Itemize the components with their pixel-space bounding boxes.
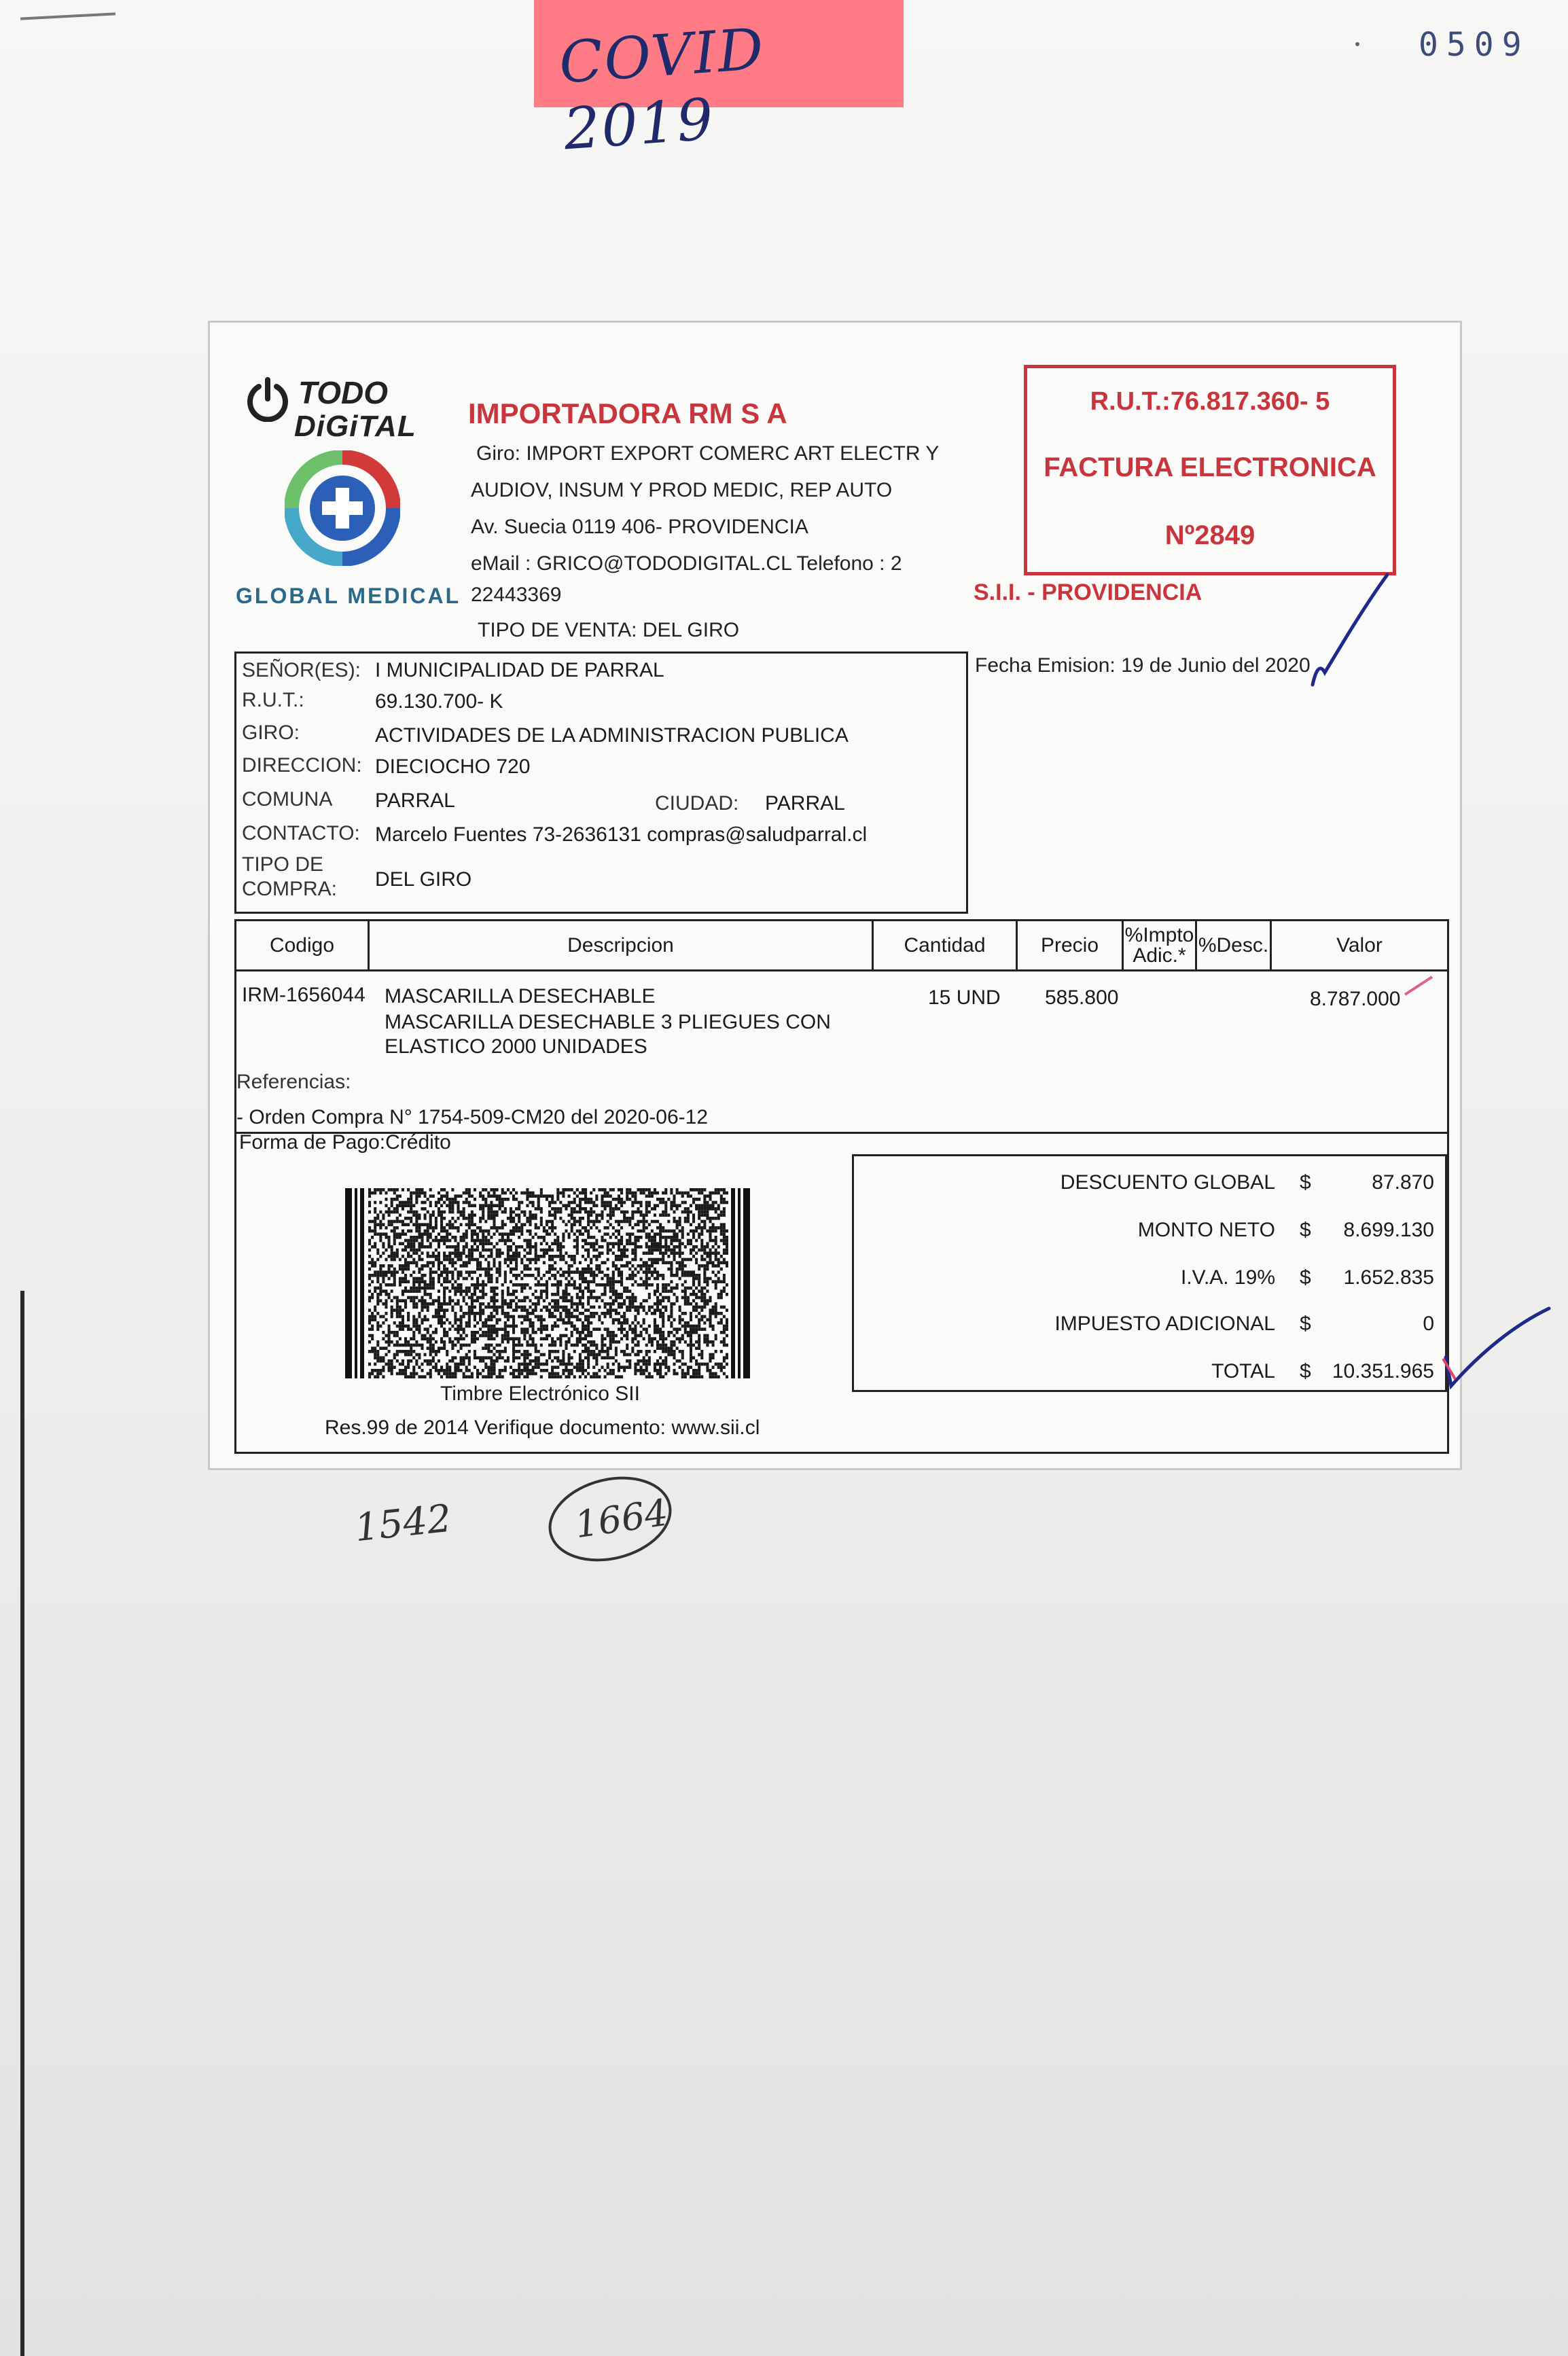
total-value-iva: 1.652.835 <box>1343 1266 1434 1289</box>
tipo-compra-value: DEL GIRO <box>375 868 472 891</box>
item-detalle-1: MASCARILLA DESECHABLE 3 PLIEGUES CON <box>385 1011 831 1033</box>
total-currency-total: $ <box>1300 1360 1311 1382</box>
pink-tick-icon <box>1404 976 1433 996</box>
senor-value: I MUNICIPALIDAD DE PARRAL <box>375 659 664 681</box>
item-descripcion: MASCARILLA DESECHABLE <box>385 985 656 1007</box>
power-icon <box>245 377 290 422</box>
total-value-impuesto: 0 <box>1423 1313 1434 1335</box>
contacto-label: CONTACTO: <box>242 822 360 844</box>
total-currency-neto: $ <box>1300 1219 1311 1241</box>
col-cantidad: Cantidad <box>874 921 1018 971</box>
totals-box <box>852 1154 1447 1392</box>
timbre-label: Timbre Electrónico SII <box>440 1382 640 1405</box>
page-edge-shadow <box>20 1291 24 2356</box>
resolution-text: Res.99 de 2014 Verifique documento: www.sii.cl <box>325 1416 760 1439</box>
client-rut-value: 69.130.700- K <box>375 690 503 713</box>
col-impto-line2: Adic.* <box>1133 944 1186 967</box>
tipo-compra-label-1: TIPO DE <box>242 853 324 876</box>
rut-box <box>1024 365 1396 575</box>
referencias-label: Referencias: <box>236 1071 351 1093</box>
senor-label: SEÑOR(ES): <box>242 659 361 681</box>
total-label-impuesto: IMPUESTO ADICIONAL <box>1054 1313 1275 1335</box>
item-cantidad: 15 UND <box>928 986 1001 1009</box>
handwritten-number-circled: 1664 <box>572 1491 671 1547</box>
total-value-total: 10.351.965 <box>1332 1360 1434 1382</box>
tipo-compra-label-2: COMPRA: <box>242 878 338 900</box>
col-valor: Valor <box>1272 921 1447 971</box>
item-detalle-2: ELASTICO 2000 UNIDADES <box>385 1035 647 1058</box>
company-name: IMPORTADORA RM S A <box>468 397 787 429</box>
comuna-value: PARRAL <box>375 789 455 812</box>
company-address: Av. Suecia 0119 406- PROVIDENCIA <box>471 516 808 538</box>
invoice-document <box>208 321 1462 1470</box>
direccion-value: DIECIOCHO 720 <box>375 755 531 778</box>
handwritten-number-left: 1542 <box>352 1496 454 1551</box>
total-currency-impuesto: $ <box>1300 1313 1311 1335</box>
total-value-descuento: 87.870 <box>1372 1171 1434 1194</box>
payment-totals-box <box>234 1130 1449 1454</box>
comuna-label: COMUNA <box>242 788 333 810</box>
company-giro-line-2: AUDIOV, INSUM Y PROD MEDIC, REP AUTO <box>471 479 893 501</box>
total-label-descuento: DESCUENTO GLOBAL <box>1060 1171 1275 1194</box>
giro-label: GIRO: <box>242 721 300 744</box>
referencia-orden-compra: - Orden Compra N° 1754-509-CM20 del 2020-06-12 <box>236 1106 709 1128</box>
item-codigo: IRM-1656044 <box>242 984 366 1006</box>
items-table <box>234 919 1449 1134</box>
col-impto <box>1124 921 1197 971</box>
total-label-neto: MONTO NETO <box>1137 1219 1275 1241</box>
col-precio: Precio <box>1018 921 1124 971</box>
total-currency-iva: $ <box>1300 1266 1311 1289</box>
client-rut-label: R.U.T.: <box>242 689 304 711</box>
stamp-dot <box>1355 42 1359 46</box>
sticky-note <box>534 0 904 163</box>
direccion-label: DIRECCION: <box>242 754 362 777</box>
forma-pago: Forma de Pago:Crédito <box>239 1131 451 1154</box>
total-label-iva: I.V.A. 19% <box>1181 1266 1275 1289</box>
giro-value: ACTIVIDADES DE LA ADMINISTRACION PUBLICA <box>375 724 849 747</box>
item-precio: 585.800 <box>1045 986 1119 1009</box>
col-codigo: Codigo <box>236 921 370 971</box>
client-info-box <box>234 652 968 914</box>
logo-text-todo: TODO <box>298 375 389 410</box>
company-email: eMail : GRICO@TODODIGITAL.CL Telefono : 2 <box>471 552 902 575</box>
electronic-stamp-barcode <box>345 1188 750 1378</box>
company-giro-line: Giro: IMPORT EXPORT COMERC ART ELECTR Y <box>476 442 940 465</box>
check-mark-icon <box>1304 571 1393 693</box>
item-valor: 8.787.000 <box>1310 988 1401 1010</box>
stamp-number: 0509 <box>1419 26 1530 64</box>
sii-office: S.I.I. - PROVIDENCIA <box>974 579 1202 605</box>
sticky-note-text: COVID 2019 <box>556 15 767 163</box>
logo-text-digital: DiGiTAL <box>294 410 416 443</box>
ciudad-label: CIUDAD: <box>655 792 739 815</box>
logo-text-global-medical: GLOBAL MEDICAL <box>236 584 461 608</box>
total-value-neto: 8.699.130 <box>1343 1219 1434 1241</box>
fecha-emision: Fecha Emision: 19 de Junio del 2020 <box>975 654 1311 677</box>
ciudad-value: PARRAL <box>765 792 845 815</box>
tipo-venta: TIPO DE VENTA: DEL GIRO <box>478 619 740 641</box>
total-label-total: TOTAL <box>1211 1360 1275 1382</box>
check-mark-icon-total <box>1440 1304 1556 1399</box>
medical-cross-logo-icon <box>285 450 400 566</box>
col-desc: %Desc. <box>1197 921 1272 971</box>
issuer-rut: R.U.T.:76.817.360- 5 <box>1090 387 1330 416</box>
invoice-number: Nº2849 <box>1164 520 1255 550</box>
col-descripcion: Descripcion <box>370 921 874 971</box>
col-impto-line1: %Impto <box>1124 923 1194 946</box>
contacto-value: Marcelo Fuentes 73-2636131 compras@saludparral.cl <box>375 823 868 846</box>
document-type: FACTURA ELECTRONICA <box>1044 452 1376 482</box>
company-phone: 22443369 <box>471 584 562 606</box>
total-currency-descuento: $ <box>1300 1171 1311 1194</box>
